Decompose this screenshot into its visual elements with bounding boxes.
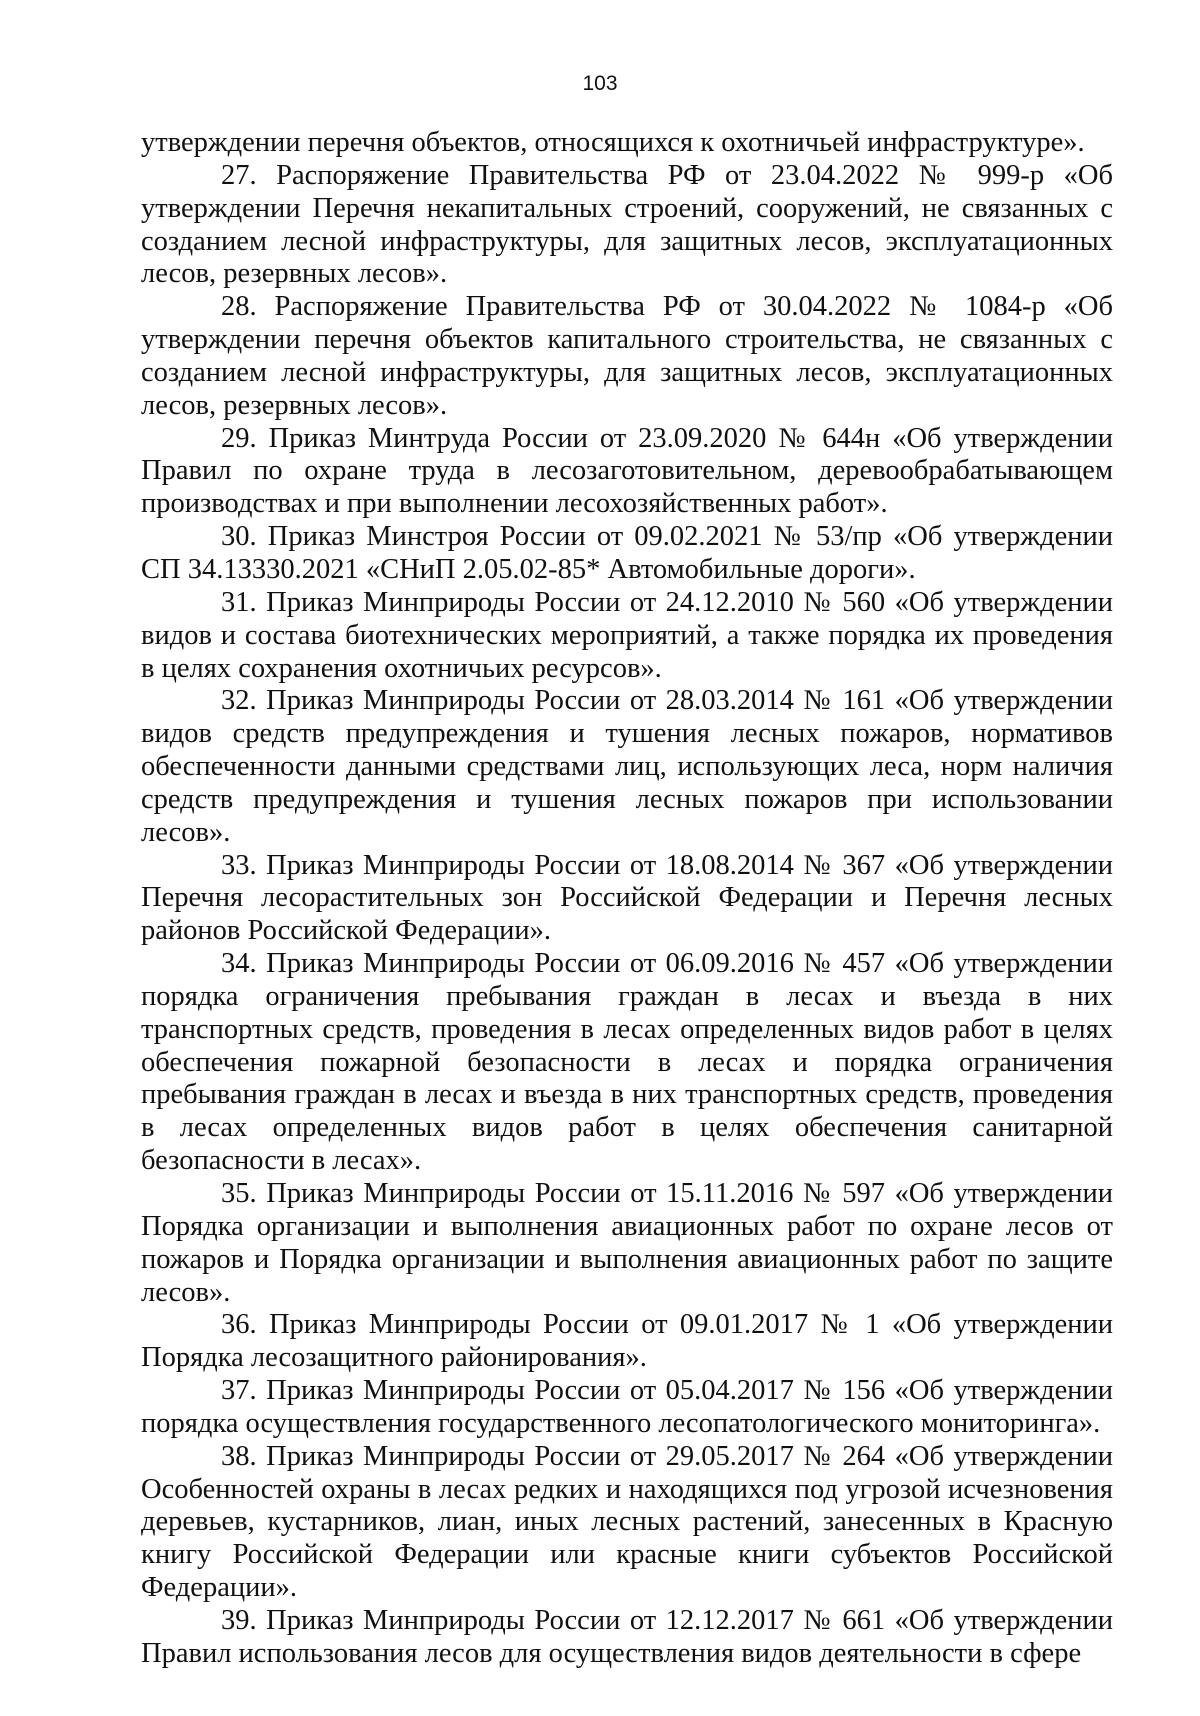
list-item-30: 30. Приказ Минстроя России от 09.02.2021 № 53/пр «Об утверждении СП 34.13330.2021 «СНиП 2.05.02-85* Автомобильные дороги».: [141, 521, 1113, 585]
document-text: [141, 127, 1113, 1671]
list-item-32: 32. Приказ Минприроды России от 28.03.2014 № 161 «Об утверждении видов средств предупреждения и тушения лесных пожаров, нормативов обеспеченности данными средствами лиц, использующих леса, норм наличия средств предупреждения и тушения лесных пожаров при использовании лесов».: [141, 685, 1113, 848]
list-item-35: 35. Приказ Минприроды России от 15.11.2016 № 597 «Об утверждении Порядка организации и выполнения авиационных работ по охране лесов от пожаров и Порядка организации и выполнения авиационных работ по защите лесов».: [141, 1178, 1113, 1308]
list-item-37: 37. Приказ Минприроды России от 05.04.2017 № 156 «Об утверждении порядка осуществления государственного лесопатологического мониторинга».: [141, 1375, 1113, 1439]
list-item-29: 29. Приказ Минтруда России от 23.09.2020 № 644н «Об утверждении Правил по охране труда в лесозаготовительном, деревообрабатывающем производствах и при выполнении лесохозяйственных работ».: [141, 422, 1113, 520]
list-item-38: 38. Приказ Минприроды России от 29.05.2017 № 264 «Об утверждении Особенностей охраны в лесах редких и находящихся под угрозой исчезновения деревьев, кустарников, лиан, иных лесных растений, занесенных в Красную книгу Российской Федерации или красные книги субъектов Российской Федерации».: [141, 1440, 1113, 1604]
paragraph-continuation: утверждении перечня объектов, относящихся к охотничьей инфраструктуре».: [141, 127, 1085, 158]
list-item-28: 28. Распоряжение Правительства РФ от 30.04.2022 № 1084-р «Об утверждении перечня объектов капитального строительства, не связанных с созданием лесной инфраструктуры, для защитных лесов, эксплуатационных лесов, резервных лесов».: [141, 291, 1113, 421]
list-item-34: 34. Приказ Минприроды России от 06.09.2016 № 457 «Об утверждении порядка ограничения пребывания граждан в лесах и въезда в них транспортных средств, проведения в лесах определенных видов работ в целях обеспечения пожарной безопасности в лесах и порядка ограничения пребывания граждан в лесах и въезда в них транспортных средств, проведения в лесах определенных видов работ в целях обеспечения санитарной безопасности в лесах».: [141, 948, 1113, 1177]
list-item-39: 39. Приказ Минприроды России от 12.12.2017 № 661 «Об утверждении Правил использования лесов для осуществления видов деятельности в сфере: [141, 1604, 1113, 1669]
list-item-36: 36. Приказ Минприроды России от 09.01.2017 № 1 «Об утверждении Порядка лесозащитного районирования».: [141, 1309, 1113, 1374]
list-item-33: 33. Приказ Минприроды России от 18.08.2014 № 367 «Об утверждении Перечня лесорастительных зон Российской Федерации и Перечня лесных районов Российской Федерации».: [141, 849, 1113, 947]
list-item-27: 27. Распоряжение Правительства РФ от 23.04.2022 № 999-р «Об утверждении Перечня некапитальных строений, сооружений, не связанных с созданием лесной инфраструктуры, для защитных лесов, эксплуатационных лесов, резервных лесов».: [141, 159, 1113, 290]
list-item-31: 31. Приказ Минприроды России от 24.12.2010 № 560 «Об утверждении видов и состава биотехнических мероприятий, а также порядка их проведения в целях сохранения охотничьих ресурсов».: [141, 586, 1113, 684]
page-number: 103: [582, 72, 618, 95]
